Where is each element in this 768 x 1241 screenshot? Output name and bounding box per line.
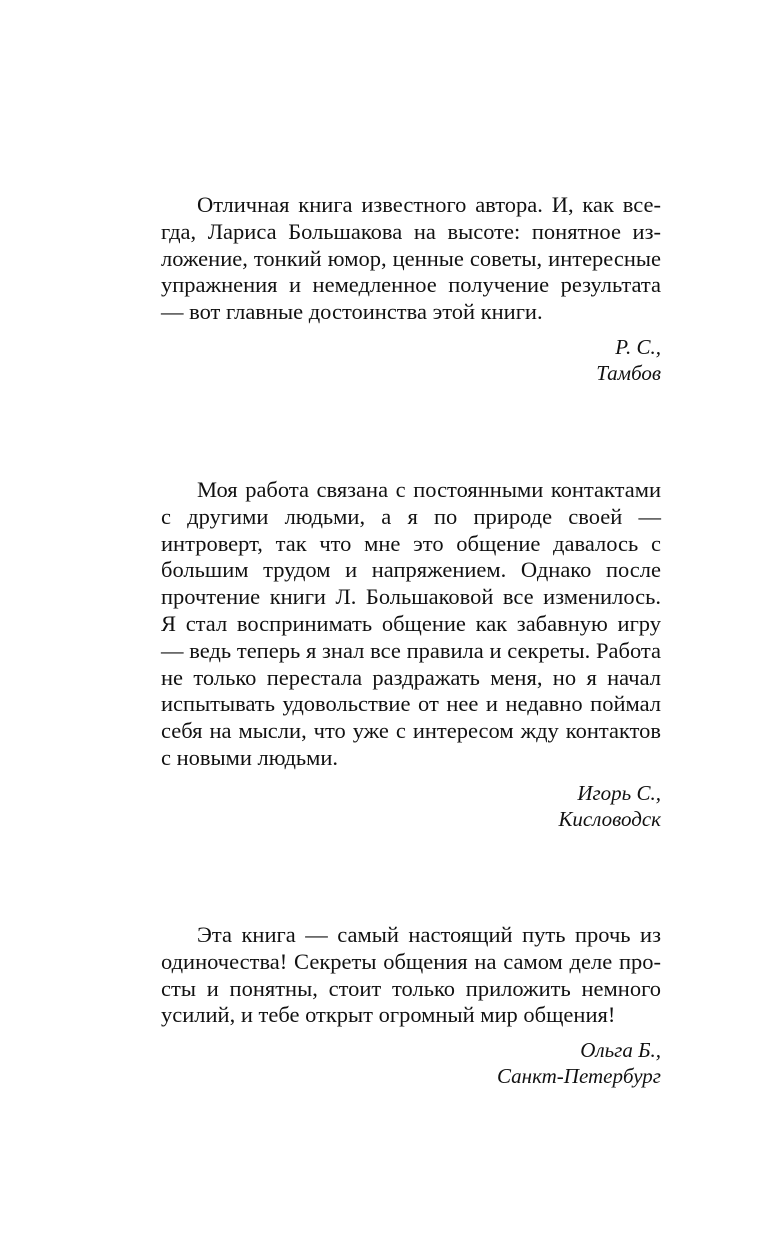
review-author: Игорь С., [577, 780, 661, 805]
review-signature [161, 1037, 661, 1089]
review-author: Ольга Б., [580, 1038, 661, 1063]
review-text: Эта книга — самый настоящий путь прочь из одиночества! Секреты общения на самом деле просты и понятны, стоит только приложить немного усилий, и тебе открыт огромный мир общения! [161, 922, 661, 1028]
review-text: Отличная книга известного автора. И, как всегда, Лариса Большакова на высоте: понятное изложение, тонкий юмор, ценные советы, интересные упражнения и немедленное получение результата — вот главные достоинства этой книги. [161, 192, 661, 325]
review-city: Санкт-Петербург [497, 1064, 661, 1089]
review-signature [161, 334, 661, 386]
review-text: Моя работа связана с постоянными контактами с другими людьми, а я по природе своей — интроверт, так что мне это общение давалось с большим трудом и напряжением. Однако после прочтение книги Л. Большаковой все изменилось. Я стал воспринимать общение как забавную игру — ведь теперь я знал все правила и секреты. Работа не только перестала раздражать меня, но я начал испытывать удовольствие от нее и недавно поймал себя на мысли, что уже с интересом жду контактов с новыми людьми. [161, 477, 661, 770]
review-city: Тамбов [596, 360, 661, 385]
review-block [161, 922, 661, 1089]
review-city: Кисловодск [558, 806, 661, 831]
review-signature [161, 780, 661, 832]
review-block [161, 192, 661, 386]
review-block [161, 477, 661, 832]
review-author: Р. С., [615, 334, 661, 359]
